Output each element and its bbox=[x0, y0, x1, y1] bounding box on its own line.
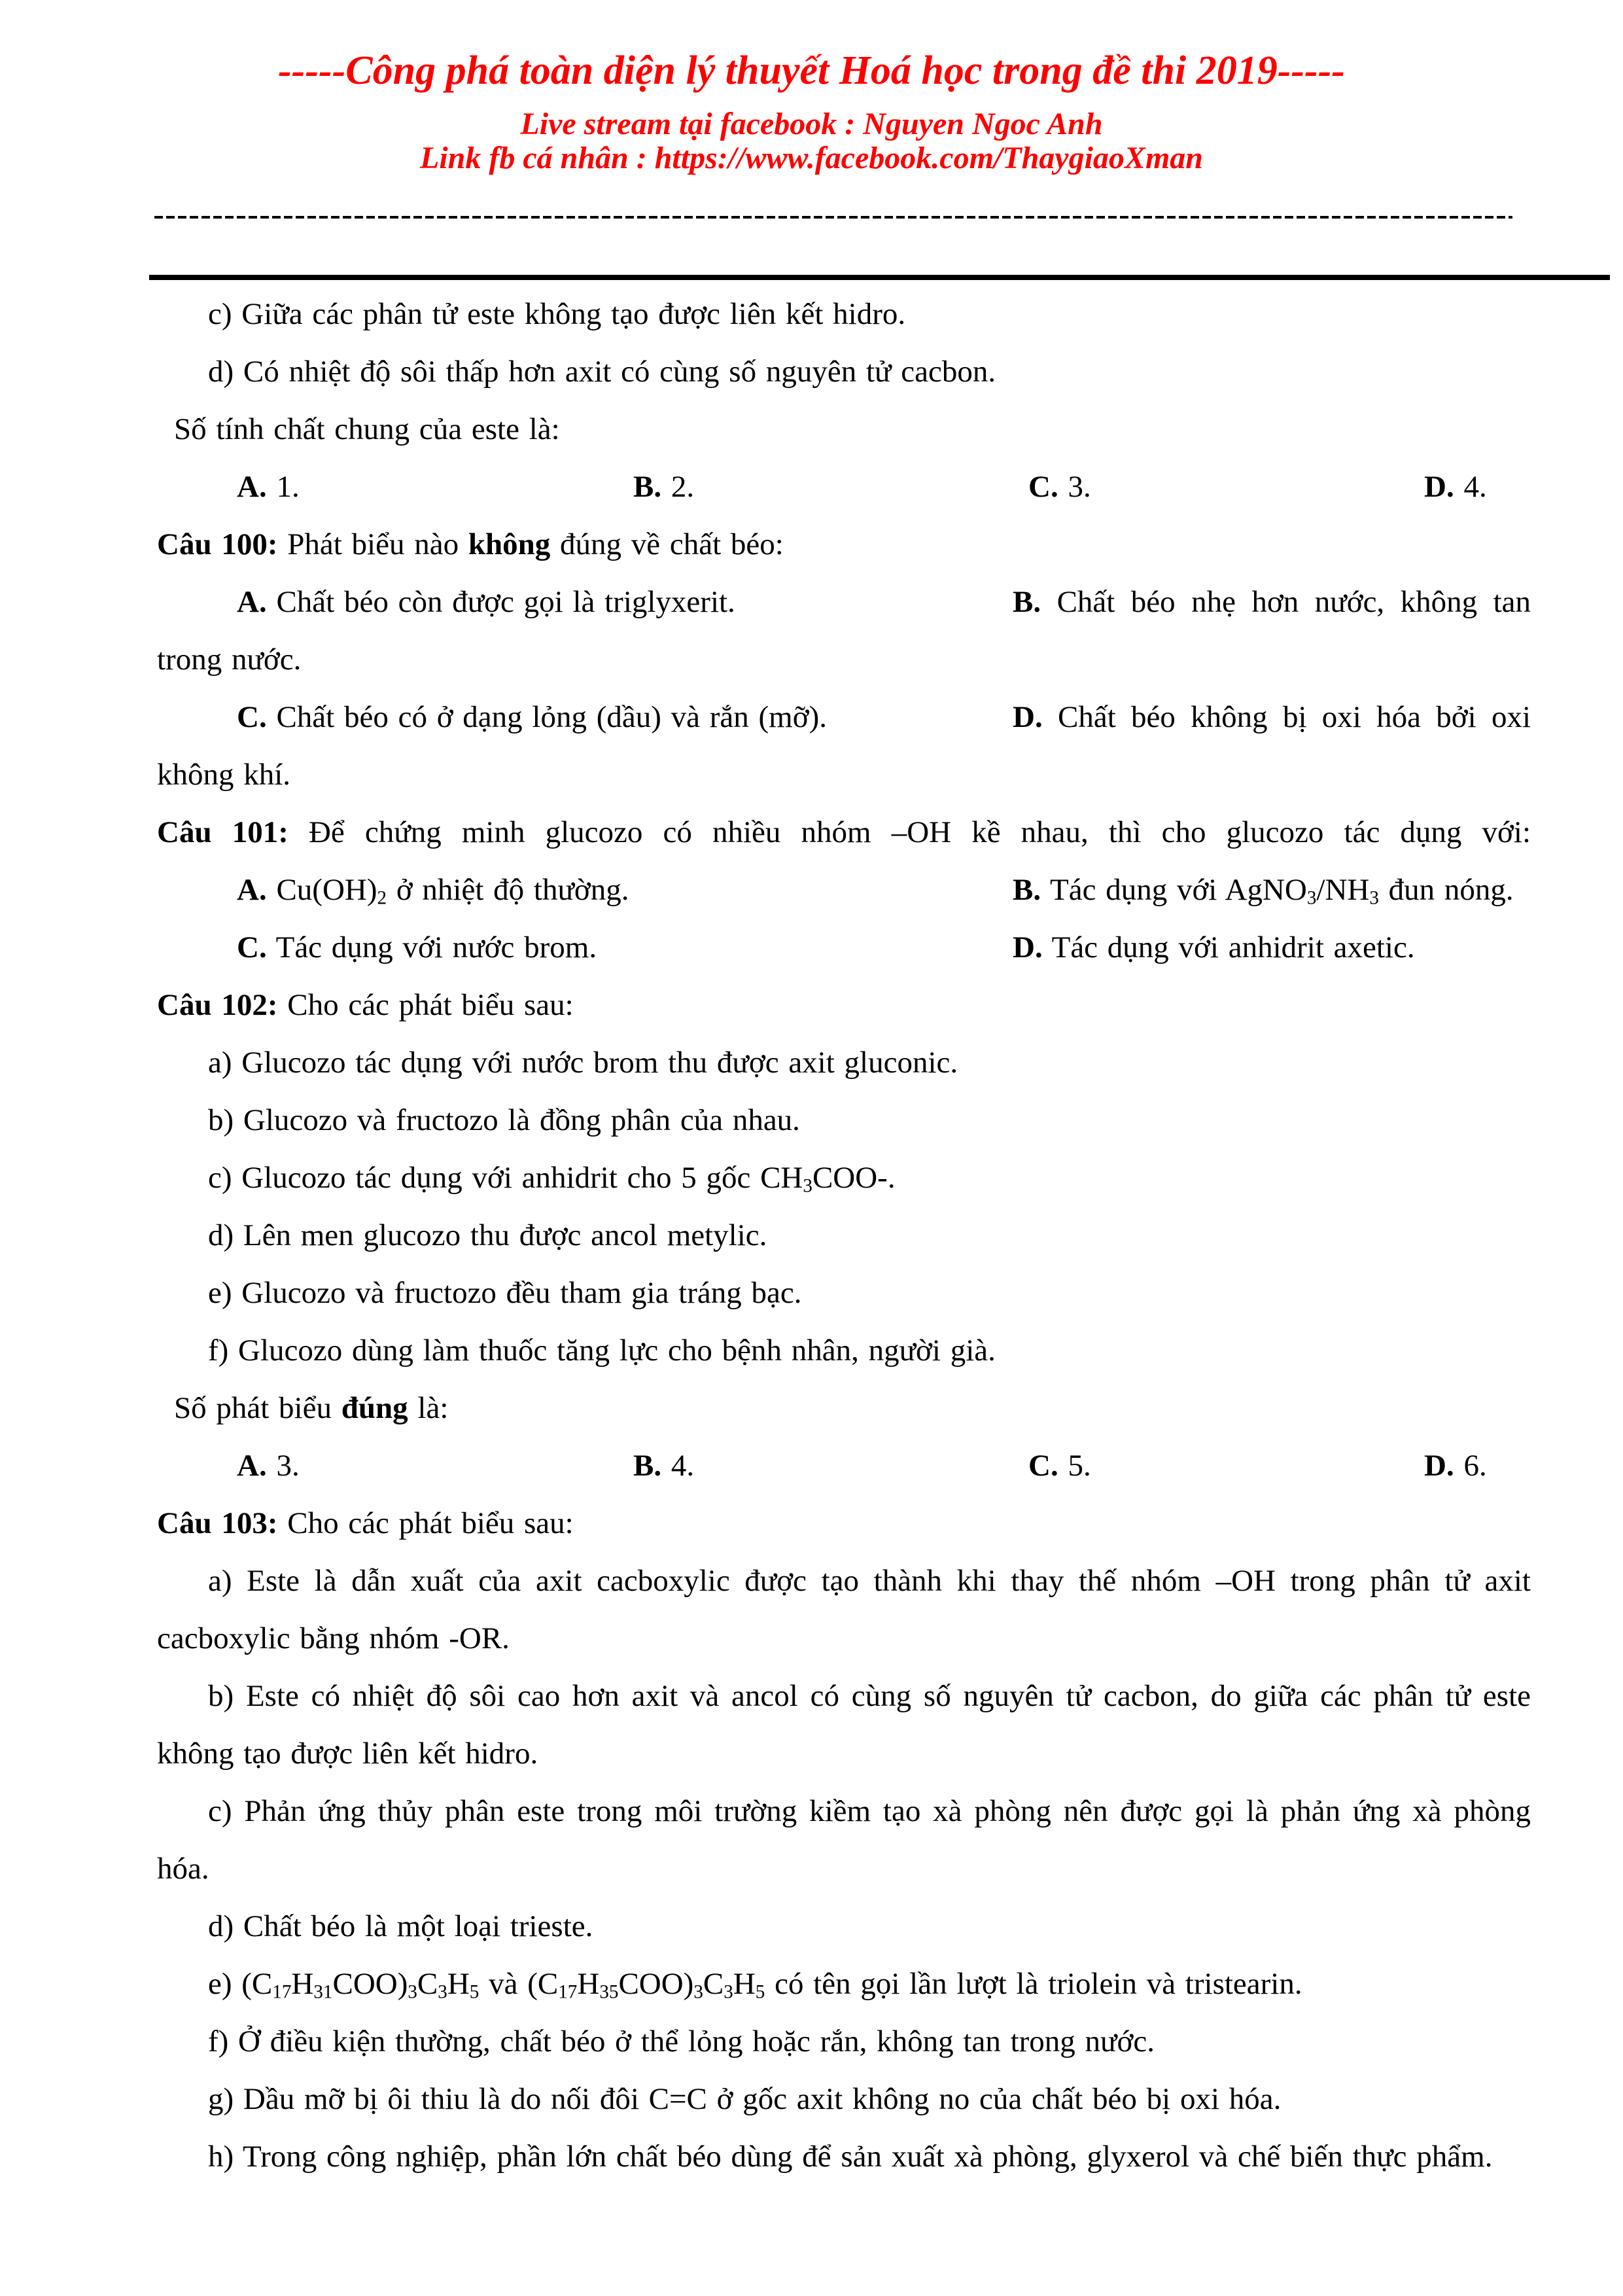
line-text: b) Este có nhiệt độ sôi cao hơn axit và ancol có cùng số nguyên tử cacbon, do giữa các phân tử este bbox=[208, 1679, 1531, 1713]
line-text: cacboxylic bằng nhóm -OR. bbox=[157, 1621, 510, 1655]
option-D bbox=[1424, 458, 1487, 516]
question-line bbox=[157, 1494, 1531, 1552]
option-text: 4. bbox=[1463, 470, 1487, 504]
continuation-line bbox=[157, 1840, 1531, 1898]
line-text: c) Phản ứng thủy phân este trong môi trường kiềm tạo xà phòng nên được gọi là phản ứng xà phòng bbox=[208, 1794, 1531, 1828]
statement-item bbox=[157, 1667, 1531, 1725]
option-A bbox=[237, 1437, 300, 1494]
statement-item bbox=[157, 1322, 1531, 1379]
line-text: g) Dầu mỡ bị ôi thiu là do nối đôi C=C ở gốc axit không no của chất béo bị oxi hóa. bbox=[208, 2082, 1282, 2116]
option-C bbox=[237, 688, 827, 746]
line-text: h) Trong công nghiệp, phần lớn chất béo dùng để sản xuất xà phòng, glyxerol và chế biến thực phẩm. bbox=[208, 2140, 1493, 2174]
line-text: e) $(C_{17}H_{31}COO)_3C_3H_5$ và $(C_{17}H_{35}COO)_3C_3H_5$ có tên gọi lần lượt là triolein và tristearin. bbox=[208, 1967, 1302, 2003]
options-row bbox=[157, 1437, 1531, 1494]
lead-line bbox=[157, 400, 1531, 458]
line-text: trong nước. bbox=[157, 643, 302, 677]
statement-item bbox=[157, 285, 1531, 343]
option-text: 5. bbox=[1068, 1449, 1091, 1483]
line-text: Số tính chất chung của este là: bbox=[174, 412, 560, 446]
option-C bbox=[1028, 458, 1091, 516]
question-line bbox=[157, 976, 1531, 1034]
line-text: c) Giữa các phân tử este không tạo được liên kết hidro. bbox=[208, 297, 906, 331]
question-line bbox=[157, 516, 1531, 573]
option-text: Chất béo nhẹ hơn nước, không tan bbox=[1056, 585, 1531, 619]
statement-item bbox=[157, 2128, 1531, 2185]
statement-item bbox=[157, 1149, 1531, 1207]
question-number: Câu 103: bbox=[157, 1506, 278, 1540]
option-A bbox=[237, 861, 629, 919]
statement-item bbox=[157, 1782, 1531, 1840]
line-text: không tạo được liên kết hidro. bbox=[157, 1737, 538, 1771]
statement-item bbox=[157, 1034, 1531, 1091]
line-text: f) Glucozo dùng làm thuốc tăng lực cho bệnh nhân, người già. bbox=[208, 1333, 996, 1368]
option-text: 1. bbox=[276, 470, 300, 504]
option-letter: B. bbox=[633, 1449, 662, 1483]
option-letter: C. bbox=[1028, 1449, 1058, 1483]
option-text: 4. bbox=[671, 1449, 695, 1483]
option-letter: D. bbox=[1424, 1449, 1454, 1483]
option-letter: B. bbox=[633, 470, 662, 504]
option-C bbox=[237, 919, 597, 976]
options-row bbox=[157, 861, 1531, 919]
option-letter: C. bbox=[1028, 470, 1058, 504]
option-text: Tác dụng với $AgNO_3/NH_3$ đun nóng. bbox=[1050, 873, 1514, 909]
option-text: $Cu(OH)_2$ ở nhiệt độ thường. bbox=[276, 873, 629, 909]
options-row bbox=[157, 919, 1531, 976]
option-text: 3. bbox=[1068, 470, 1091, 504]
section-divider-bar bbox=[149, 275, 1610, 280]
livestream-line: Live stream tại facebook : Nguyen Ngoc Anh bbox=[520, 107, 1103, 141]
question-text: Để chứng minh glucozo có nhiều nhóm –OH kề nhau, thì cho glucozo tác dụng với: bbox=[308, 815, 1531, 849]
options-row bbox=[157, 458, 1531, 516]
dashed-separator bbox=[154, 216, 1512, 219]
question-number: Câu 101: bbox=[157, 815, 288, 849]
statement-item bbox=[157, 1091, 1531, 1149]
option-letter: D. bbox=[1424, 470, 1454, 504]
line-text: hóa. bbox=[157, 1852, 209, 1886]
statement-item bbox=[157, 343, 1531, 400]
option-A bbox=[237, 573, 735, 631]
option-C bbox=[1028, 1437, 1091, 1494]
line-text: a) Glucozo tác dụng với nước brom thu được axit gluconic. bbox=[208, 1046, 958, 1080]
question-line bbox=[157, 804, 1531, 861]
option-letter: D. bbox=[1013, 930, 1043, 964]
options-row bbox=[157, 688, 1531, 746]
option-text: Chất béo không bị oxi hóa bởi oxi bbox=[1057, 700, 1531, 734]
option-text: Tác dụng với anhidrit axetic. bbox=[1051, 930, 1415, 964]
continuation-line bbox=[157, 631, 1531, 688]
lead-line bbox=[157, 1379, 1531, 1437]
document-body bbox=[157, 285, 1531, 2185]
option-B bbox=[1013, 861, 1514, 919]
option-letter: A. bbox=[237, 585, 267, 619]
statement-item bbox=[157, 1552, 1531, 1610]
question-number: Câu 102: bbox=[157, 988, 278, 1022]
option-text: Tác dụng với nước brom. bbox=[275, 930, 597, 964]
question-number: Câu 100: bbox=[157, 527, 278, 561]
options-row bbox=[157, 573, 1531, 631]
line-text: không khí. bbox=[157, 758, 291, 792]
option-text: 6. bbox=[1463, 1449, 1487, 1483]
line-text: Số phát biểu đúng là: bbox=[174, 1391, 449, 1425]
question-text: Phát biểu nào không đúng về chất béo: bbox=[287, 527, 784, 561]
option-letter: B. bbox=[1013, 873, 1041, 907]
option-letter: A. bbox=[237, 470, 267, 504]
statement-item bbox=[157, 1898, 1531, 1955]
continuation-line bbox=[157, 1610, 1531, 1667]
statement-item bbox=[157, 2070, 1531, 2128]
continuation-line bbox=[157, 746, 1531, 804]
option-text: 2. bbox=[671, 470, 695, 504]
line-text: f) Ở điều kiện thường, chất béo ở thể lỏng hoặc rắn, không tan trong nước. bbox=[208, 2024, 1155, 2058]
option-letter: C. bbox=[237, 930, 267, 964]
line-text: d) Chất béo là một loại trieste. bbox=[208, 1909, 593, 1943]
option-B bbox=[1013, 573, 1531, 631]
question-text: Cho các phát biểu sau: bbox=[287, 988, 574, 1022]
option-letter: B. bbox=[1013, 585, 1041, 619]
line-text: c) Glucozo tác dụng với anhidrit cho 5 gốc $CH_3COO-$. bbox=[208, 1161, 896, 1197]
statement-item bbox=[157, 2013, 1531, 2070]
option-letter: D. bbox=[1013, 700, 1043, 734]
option-letter: C. bbox=[237, 700, 267, 734]
page-title: -----Công phá toàn diện lý thuyết Hoá học trong đề thi 2019----- bbox=[278, 48, 1345, 93]
option-D bbox=[1013, 688, 1531, 746]
option-text: 3. bbox=[276, 1449, 300, 1483]
option-D bbox=[1424, 1437, 1487, 1494]
question-text: Cho các phát biểu sau: bbox=[287, 1506, 574, 1540]
option-text: Chất béo còn được gọi là triglyxerit. bbox=[276, 585, 735, 619]
statement-item bbox=[157, 1264, 1531, 1322]
line-text: e) Glucozo và fructozo đều tham gia tráng bạc. bbox=[208, 1276, 802, 1310]
line-text: b) Glucozo và fructozo là đồng phân của nhau. bbox=[208, 1103, 800, 1137]
option-text: Chất béo có ở dạng lỏng (dầu) và rắn (mỡ). bbox=[276, 700, 827, 734]
statement-item bbox=[157, 1207, 1531, 1264]
line-text: d) Lên men glucozo thu được ancol metylic. bbox=[208, 1218, 767, 1252]
option-letter: A. bbox=[237, 873, 267, 907]
line-text: d) Có nhiệt độ sôi thấp hơn axit có cùng số nguyên tử cacbon. bbox=[208, 355, 996, 389]
line-text: a) Este là dẫn xuất của axit cacboxylic được tạo thành khi thay thế nhóm –OH trong phân tử axit bbox=[208, 1564, 1531, 1598]
option-A bbox=[237, 458, 300, 516]
option-D bbox=[1013, 919, 1415, 976]
option-B bbox=[633, 458, 694, 516]
option-B bbox=[633, 1437, 694, 1494]
statement-item bbox=[157, 1955, 1531, 2013]
option-letter: A. bbox=[237, 1449, 267, 1483]
facebook-link-line: Link fb cá nhân : https://www.facebook.com/ThaygiaoXman bbox=[420, 141, 1203, 175]
continuation-line bbox=[157, 1725, 1531, 1782]
